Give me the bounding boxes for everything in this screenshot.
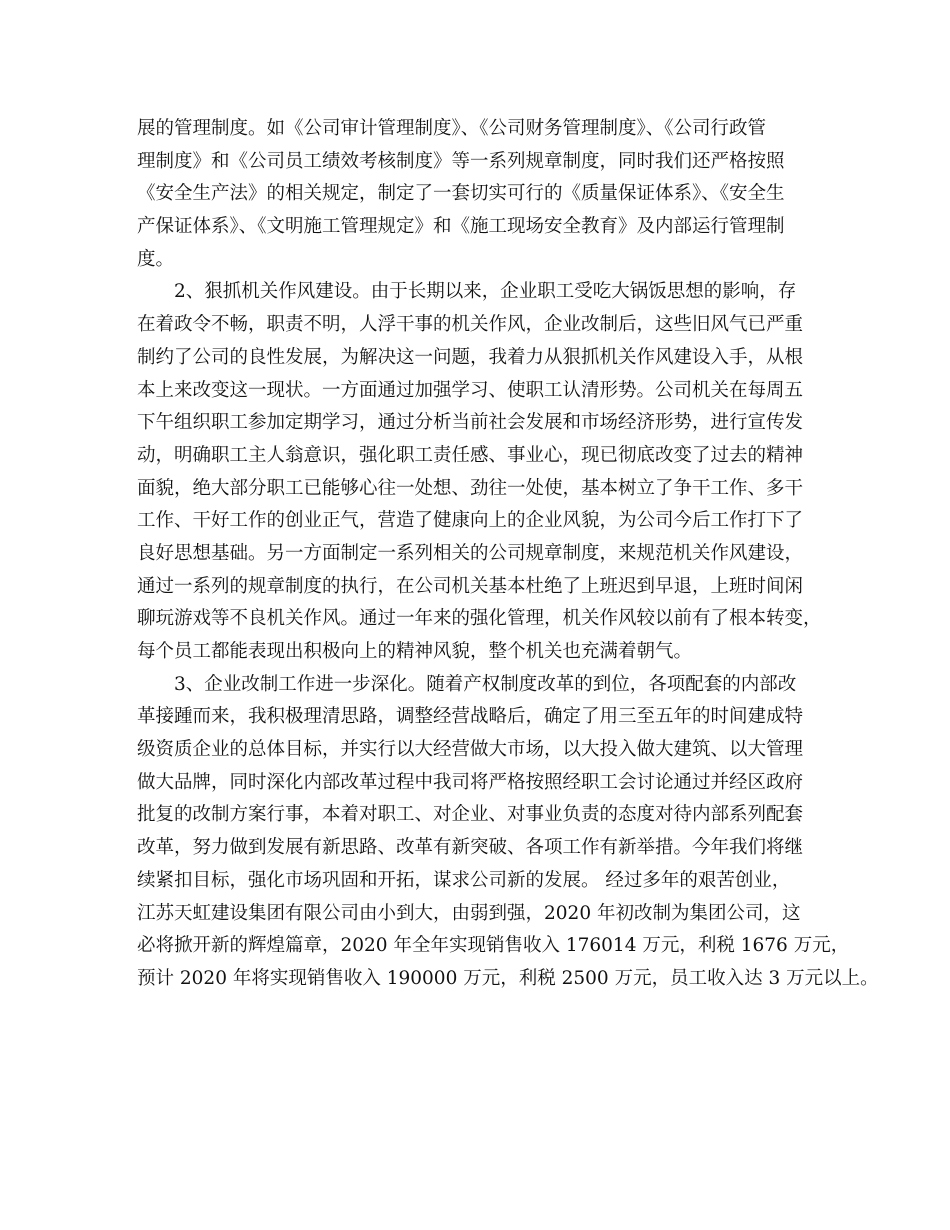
text-line: 江苏天虹建设集团有限公司由小到大，由弱到强，2020 年初改制为集团公司，这 xyxy=(137,902,801,924)
text-line: 在着政令不畅，职责不明，人浮干事的机关作风，企业改制后，这些旧风气已严重 xyxy=(137,314,804,336)
text-line: 动，明确职工主人翁意识，强化职工责任感、事业心，现已彻底改变了过去的精神 xyxy=(137,444,804,466)
text-line: 改革，努力做到发展有新思路、改革有新突破、各项工作有新举措。今年我们将继 xyxy=(137,837,804,859)
text-line: 产保证体系》、《文明施工管理规定》和《施工现场安全教育》及内部运行管理制 xyxy=(137,216,785,238)
text-line: 批复的改制方案行事，本着对职工、对企业、对事业负责的态度对待内部系列配套 xyxy=(137,804,804,826)
text-line: 级资质企业的总体目标，并实行以大经营做大市场，以大投入做大建筑、以大管理 xyxy=(137,739,804,761)
text-line: 3、企业改制工作进一步深化。随着产权制度改革的到位，各项配套的内部改 xyxy=(137,673,797,695)
text-line: 每个员工都能表现出积极向上的精神风貌，整个机关也充满着朝气。 xyxy=(137,641,693,662)
text-line: 本上来改变这一现状。一方面通过加强学习、使职工认清形势。公司机关在每周五 xyxy=(137,379,804,401)
text-line: 预计 2020 年将实现销售收入 190000 万元，利税 2500 万元，员工收入达 3 万元以上。 xyxy=(137,967,879,989)
text-line: 下午组织职工参加定期学习，通过分析当前社会发展和市场经济形势，进行宣传发 xyxy=(137,412,804,434)
text-line: 革接踵而来，我积极理清思路，调整经营战略后，确定了用三至五年的时间建成特 xyxy=(137,706,804,728)
text-line: 必将掀开新的辉煌篇章，2020 年全年实现销售收入 176014 万元，利税 1676 万元， xyxy=(137,935,850,957)
text-line: 2、狠抓机关作风建设。由于长期以来，企业职工受吃大锅饭思想的影响，存 xyxy=(137,281,797,303)
text-line: 展的管理制度。如《公司审计管理制度》、《公司财务管理制度》、《公司行政管 xyxy=(137,118,767,139)
text-line: 度。 xyxy=(137,248,175,270)
text-line: 理制度》和《公司员工绩效考核制度》等一系列规章制度，同时我们还严格按照 xyxy=(137,150,785,172)
text-line: 续紧扣目标，强化市场巩固和开拓，谋求公司新的发展。 经过多年的艰苦创业， xyxy=(137,869,791,891)
body-text xyxy=(137,113,879,996)
text-line: 工作、干好工作的创业正气，营造了健康向上的企业风貌，为公司今后工作打下了 xyxy=(137,510,804,532)
text-line: 聊玩游戏等不良机关作风。通过一年来的强化管理，机关作风较以前有了根本转变， xyxy=(137,608,822,630)
text-line: 面貌，绝大部分职工已能够心往一处想、劲往一处使，基本树立了争干工作、多干 xyxy=(137,477,804,499)
text-line: 良好思想基础。另一方面制定一系列相关的公司规章制度，来规范机关作风建设， xyxy=(137,542,804,564)
text-line: 《安全生产法》的相关规定，制定了一套切实可行的《质量保证体系》、《安全生 xyxy=(137,183,785,205)
text-line: 做大品牌，同时深化内部改革过程中我司将严格按照经职工会讨论通过并经区政府 xyxy=(137,771,804,793)
text-line: 通过一系列的规章制度的执行，在公司机关基本杜绝了上班迟到早退，上班时间闲 xyxy=(137,575,804,597)
text-line: 制约了公司的良性发展，为解决这一问题，我着力从狠抓机关作风建设入手，从根 xyxy=(137,346,804,368)
